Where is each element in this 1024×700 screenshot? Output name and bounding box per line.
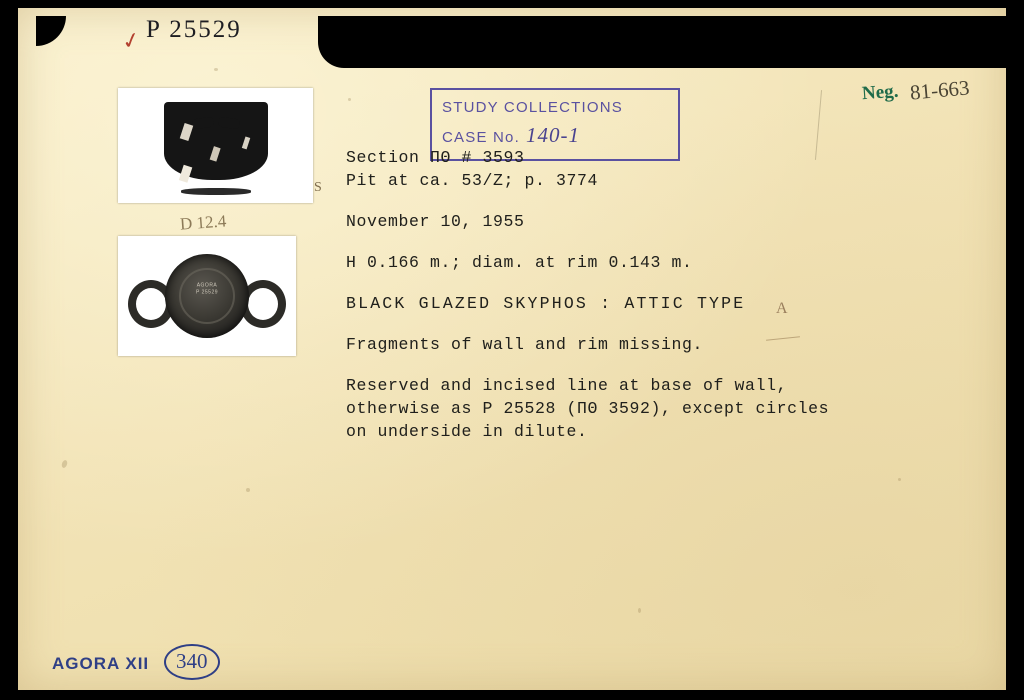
skyphos-side-illustration	[164, 102, 268, 180]
paper-stain	[638, 608, 641, 613]
date-line: November 10, 1955	[346, 212, 525, 231]
card-corner-cut	[36, 16, 66, 46]
paper-stain	[214, 68, 218, 71]
photo-side-view	[118, 88, 313, 203]
publication-number: 340	[164, 644, 220, 680]
paper-stain	[61, 459, 68, 468]
paper-stain	[348, 98, 351, 101]
pit-line: Pit at ca. 53/Z; p. 3774	[346, 171, 599, 190]
dimensions-line: H 0.166 m.; diam. at rim 0.143 m.	[346, 253, 693, 272]
pencil-annotation-a: A	[776, 300, 788, 317]
pencil-annotation-s: S	[314, 180, 322, 195]
description-line-1: Reserved and incised line at base of wall,	[346, 376, 788, 395]
paper-stain	[898, 478, 901, 481]
folder-tab-top-edge	[344, 16, 1024, 68]
pencil-annotation-d124: D 12.4	[179, 211, 227, 234]
underside-inscription: AGORA P 25529	[195, 282, 219, 296]
typed-record	[346, 146, 946, 461]
skyphos-foot	[181, 188, 251, 195]
handle-left	[191, 117, 214, 130]
stamp-title: STUDY COLLECTIONS	[442, 99, 623, 116]
condition-line: Fragments of wall and rim missing.	[346, 335, 704, 354]
paper-stain	[246, 488, 250, 492]
underside-circle	[179, 268, 235, 324]
negative-label: Neg.	[861, 80, 900, 105]
handle-right	[217, 117, 240, 130]
red-check-mark: ✓	[119, 26, 144, 55]
skyphos-underside-illustration	[165, 254, 249, 338]
publication-reference: AGORA XII	[52, 654, 150, 673]
description-line-2: otherwise as P 25528 (ΠΘ 3592), except circles	[346, 399, 830, 418]
object-title: BLACK GLAZED SKYPHOS : ATTIC TYPE	[346, 294, 746, 313]
index-card	[18, 8, 1006, 690]
section-line: Section ΠΘ # 3593	[346, 148, 525, 167]
photo-underside-view	[118, 236, 296, 356]
stamp-case-label: CASE No.	[442, 129, 520, 147]
stamp-case-value: 140-1	[525, 123, 580, 148]
description-line-3: on underside in dilute.	[346, 422, 588, 441]
catalog-number: P 25529	[146, 16, 242, 43]
negative-number: 81-663	[909, 75, 971, 105]
